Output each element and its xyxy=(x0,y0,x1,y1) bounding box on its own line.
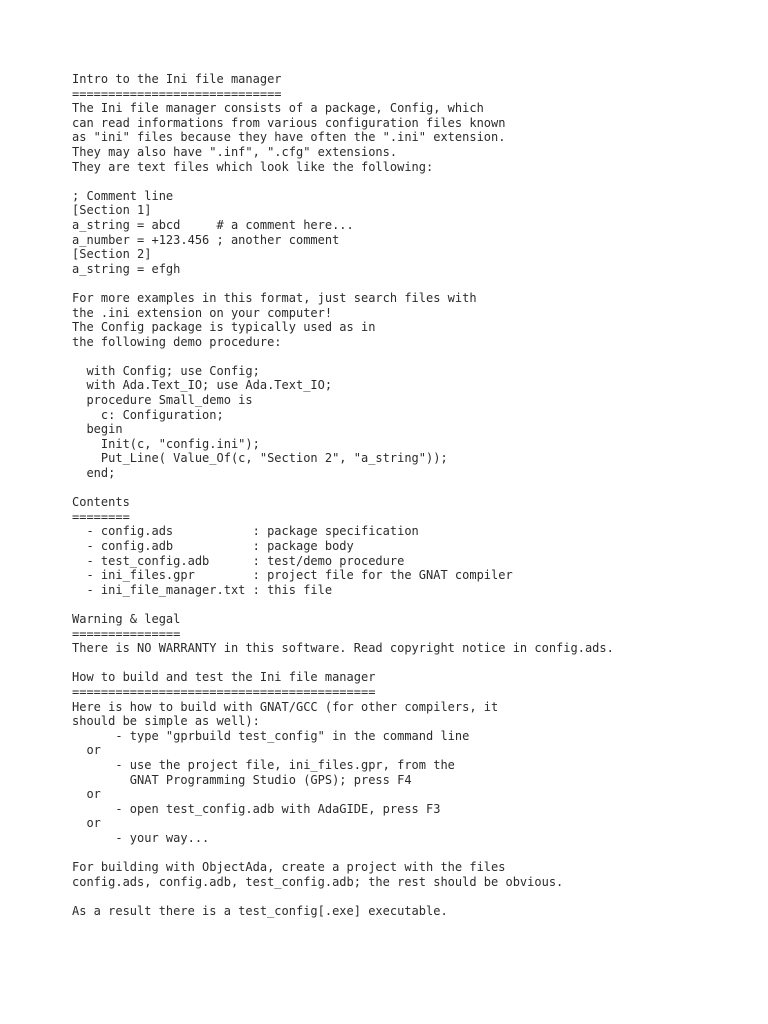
document-page xyxy=(72,72,752,918)
document-line: ============================= xyxy=(72,86,282,101)
document-line: They may also have ".inf", ".cfg" extensions. xyxy=(72,144,398,159)
document-line: or xyxy=(72,816,101,831)
document-line: - test_config.adb : test/demo procedure xyxy=(72,553,405,568)
document-line: How to build and test the Ini file manager xyxy=(72,670,376,685)
document-line: - ini_file_manager.txt : this file xyxy=(72,582,333,597)
document-line: a_string = efgh xyxy=(72,261,181,276)
document-line xyxy=(72,174,752,189)
document-line: The Ini file manager consists of a package, Config, which xyxy=(72,101,484,116)
document-line: or xyxy=(72,743,101,758)
document-line xyxy=(72,349,752,364)
document-line: As a result there is a test_config[.exe] executable. xyxy=(72,903,448,918)
document-line: ========================================== xyxy=(72,684,376,699)
document-line: =============== xyxy=(72,626,181,641)
document-text xyxy=(72,72,752,918)
document-line: [Section 2] xyxy=(72,247,152,262)
document-line: For building with ObjectAda, create a project with the files xyxy=(72,860,506,875)
document-line xyxy=(72,656,752,671)
document-line xyxy=(72,276,752,291)
document-line: - type "gprbuild test_config" in the command line xyxy=(72,728,470,743)
document-line: a_string = abcd # a comment here... xyxy=(72,217,354,232)
document-line: - your way... xyxy=(72,830,210,845)
document-line: a_number = +123.456 ; another comment xyxy=(72,232,340,247)
document-line: Contents xyxy=(72,495,130,510)
document-line: They are text files which look like the following: xyxy=(72,159,434,174)
document-line: config.ads, config.adb, test_config.adb; the rest should be obvious. xyxy=(72,874,564,889)
document-line xyxy=(72,597,752,612)
document-line: - config.ads : package specification xyxy=(72,524,419,539)
document-line: - ini_files.gpr : project file for the GNAT compiler xyxy=(72,568,513,583)
document-line: ; Comment line xyxy=(72,188,174,203)
document-line: GNAT Programming Studio (GPS); press F4 xyxy=(72,772,412,787)
document-line: Here is how to build with GNAT/GCC (for other compilers, it xyxy=(72,699,499,714)
document-line: as "ini" files because they have often the ".ini" extension. xyxy=(72,130,506,145)
document-line: - config.adb : package body xyxy=(72,539,354,553)
document-line xyxy=(72,845,752,860)
document-line: procedure Small_demo is xyxy=(72,393,253,408)
document-line xyxy=(72,889,752,904)
document-line: end; xyxy=(72,466,116,481)
document-line: with Ada.Text_IO; use Ada.Text_IO; xyxy=(72,378,333,393)
document-line: with Config; use Config; xyxy=(72,363,260,378)
document-line: Init(c, "config.ini"); xyxy=(72,436,260,451)
document-line: ======== xyxy=(72,509,130,524)
document-line: The Config package is typically used as in xyxy=(72,320,376,335)
document-line: - use the project file, ini_files.gpr, from the xyxy=(72,757,455,772)
document-line: Intro to the Ini file manager xyxy=(72,72,282,86)
document-line: should be simple as well): xyxy=(72,714,260,729)
document-line: Put_Line( Value_Of(c, "Section 2", "a_string")); xyxy=(72,451,448,466)
document-line: There is NO WARRANTY in this software. Read copyright notice in config.ads. xyxy=(72,641,614,656)
document-line xyxy=(72,481,752,496)
document-line: can read informations from various configuration files known xyxy=(72,115,506,130)
document-line: the .ini extension on your computer! xyxy=(72,305,333,320)
document-line: For more examples in this format, just search files with xyxy=(72,290,477,305)
document-line: - open test_config.adb with AdaGIDE, press F3 xyxy=(72,801,441,816)
document-line: or xyxy=(72,787,101,802)
document-line: [Section 1] xyxy=(72,203,152,218)
document-line: begin xyxy=(72,422,123,437)
document-line: Warning & legal xyxy=(72,611,181,626)
document-line: c: Configuration; xyxy=(72,407,224,422)
document-line: the following demo procedure: xyxy=(72,334,282,349)
